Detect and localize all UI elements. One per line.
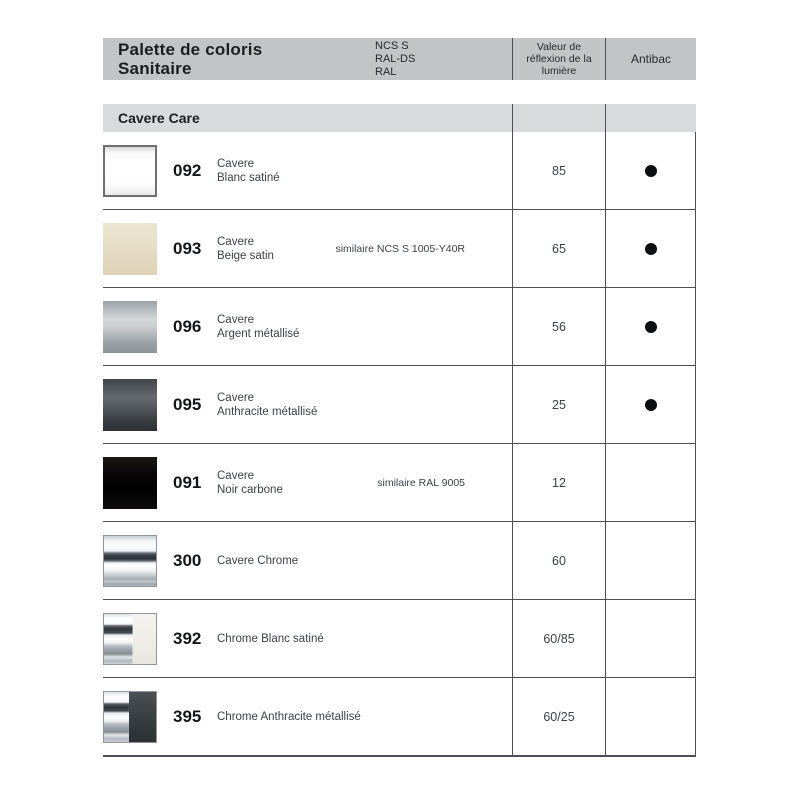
antibac-dot-icon <box>645 243 657 255</box>
color-row <box>103 444 696 522</box>
color-code: 092 <box>173 160 202 180</box>
color-swatch <box>103 691 157 743</box>
section-reflection-cell <box>512 104 605 132</box>
color-name-line2: Blanc satiné <box>217 171 280 184</box>
reflection-value: 60/85 <box>512 600 605 677</box>
color-code: 392 <box>173 628 202 648</box>
section-header <box>103 104 696 132</box>
page-title <box>103 38 375 80</box>
row-main <box>103 366 512 443</box>
color-swatch <box>103 145 157 197</box>
page-title-line1: Palette de coloris <box>118 40 263 59</box>
color-swatch <box>103 223 157 275</box>
header-gap <box>103 80 696 104</box>
color-name-line1: Chrome Anthracite métallisé <box>217 710 361 723</box>
color-name <box>217 313 465 341</box>
color-name <box>217 632 465 646</box>
page-title-line2: Sanitaire <box>118 59 192 78</box>
color-name <box>217 710 465 724</box>
section-antibac-cell <box>605 104 696 132</box>
reflection-value: 65 <box>512 210 605 287</box>
color-name-line1: Chrome Blanc satiné <box>217 632 324 645</box>
color-code: 091 <box>173 472 202 492</box>
antibac-dot-icon <box>645 399 657 411</box>
antibac-cell <box>605 522 696 599</box>
color-name-line2: Argent métallisé <box>217 327 300 340</box>
antibac-cell <box>605 288 696 365</box>
swatch-cell <box>103 301 173 353</box>
color-name-line1: Cavere <box>217 391 255 404</box>
color-name-line1: Cavere <box>217 157 255 170</box>
swatch-cell <box>103 223 173 275</box>
antibac-column-header: Antibac <box>605 38 696 80</box>
color-row <box>103 210 696 288</box>
color-name <box>217 554 465 568</box>
similar-reference: similaire RAL 9005 <box>377 476 465 489</box>
row-main <box>103 522 512 599</box>
standards-line-ral: RAL <box>375 65 397 78</box>
color-swatch <box>103 613 157 665</box>
reflection-value: 85 <box>512 132 605 209</box>
antibac-cell <box>605 444 696 521</box>
antibac-dot-icon <box>645 321 657 333</box>
reflection-value: 25 <box>512 366 605 443</box>
color-row <box>103 288 696 366</box>
color-rows <box>103 132 696 757</box>
swatch-cell <box>103 145 173 197</box>
color-name-line2: Anthracite métallisé <box>217 405 318 418</box>
reflection-column-header: Valeur de réflexion de la lumière <box>512 38 605 80</box>
color-swatch <box>103 379 157 431</box>
antibac-cell <box>605 600 696 677</box>
color-name-line1: Cavere Chrome <box>217 554 299 567</box>
row-main <box>103 210 512 287</box>
swatch-cell <box>103 691 173 743</box>
color-row <box>103 132 696 210</box>
reflection-value: 56 <box>512 288 605 365</box>
color-swatch <box>103 535 157 587</box>
reflection-value: 12 <box>512 444 605 521</box>
antibac-dot-icon <box>645 165 657 177</box>
reflection-value: 60 <box>512 522 605 599</box>
antibac-cell <box>605 678 696 755</box>
color-name <box>217 391 465 419</box>
antibac-cell <box>605 366 696 443</box>
swatch-cell <box>103 613 173 665</box>
color-code: 096 <box>173 316 202 336</box>
color-row <box>103 522 696 600</box>
color-code: 095 <box>173 394 202 414</box>
antibac-cell <box>605 210 696 287</box>
color-code: 300 <box>173 550 202 570</box>
similar-reference: similaire NCS S 1005-Y40R <box>335 242 465 255</box>
swatch-cell <box>103 535 173 587</box>
row-main <box>103 288 512 365</box>
color-name <box>217 235 335 263</box>
antibac-cell <box>605 132 696 209</box>
reflection-value: 60/25 <box>512 678 605 755</box>
section-title: Cavere Care <box>118 110 200 126</box>
row-main <box>103 444 512 521</box>
color-name-line1: Cavere <box>217 235 255 248</box>
table-header <box>103 38 696 80</box>
color-code: 395 <box>173 706 202 726</box>
standards-line-ral-ds: RAL-DS <box>375 52 416 65</box>
palette-table <box>103 38 696 757</box>
color-name-line1: Cavere <box>217 313 255 326</box>
color-row <box>103 678 696 757</box>
color-swatch <box>103 457 157 509</box>
color-row <box>103 366 696 444</box>
standards-header <box>375 38 512 80</box>
row-main <box>103 600 512 677</box>
row-main <box>103 132 512 209</box>
color-code: 093 <box>173 238 202 258</box>
swatch-cell <box>103 379 173 431</box>
color-name-line2: Beige satin <box>217 249 274 262</box>
swatch-cell <box>103 457 173 509</box>
color-name-line2: Noir carbone <box>217 483 283 496</box>
color-name-line1: Cavere <box>217 469 255 482</box>
standards-line-ncs: NCS S <box>375 39 409 52</box>
color-name <box>217 469 377 497</box>
color-row <box>103 600 696 678</box>
color-name <box>217 157 465 185</box>
color-swatch <box>103 301 157 353</box>
row-main <box>103 678 512 755</box>
